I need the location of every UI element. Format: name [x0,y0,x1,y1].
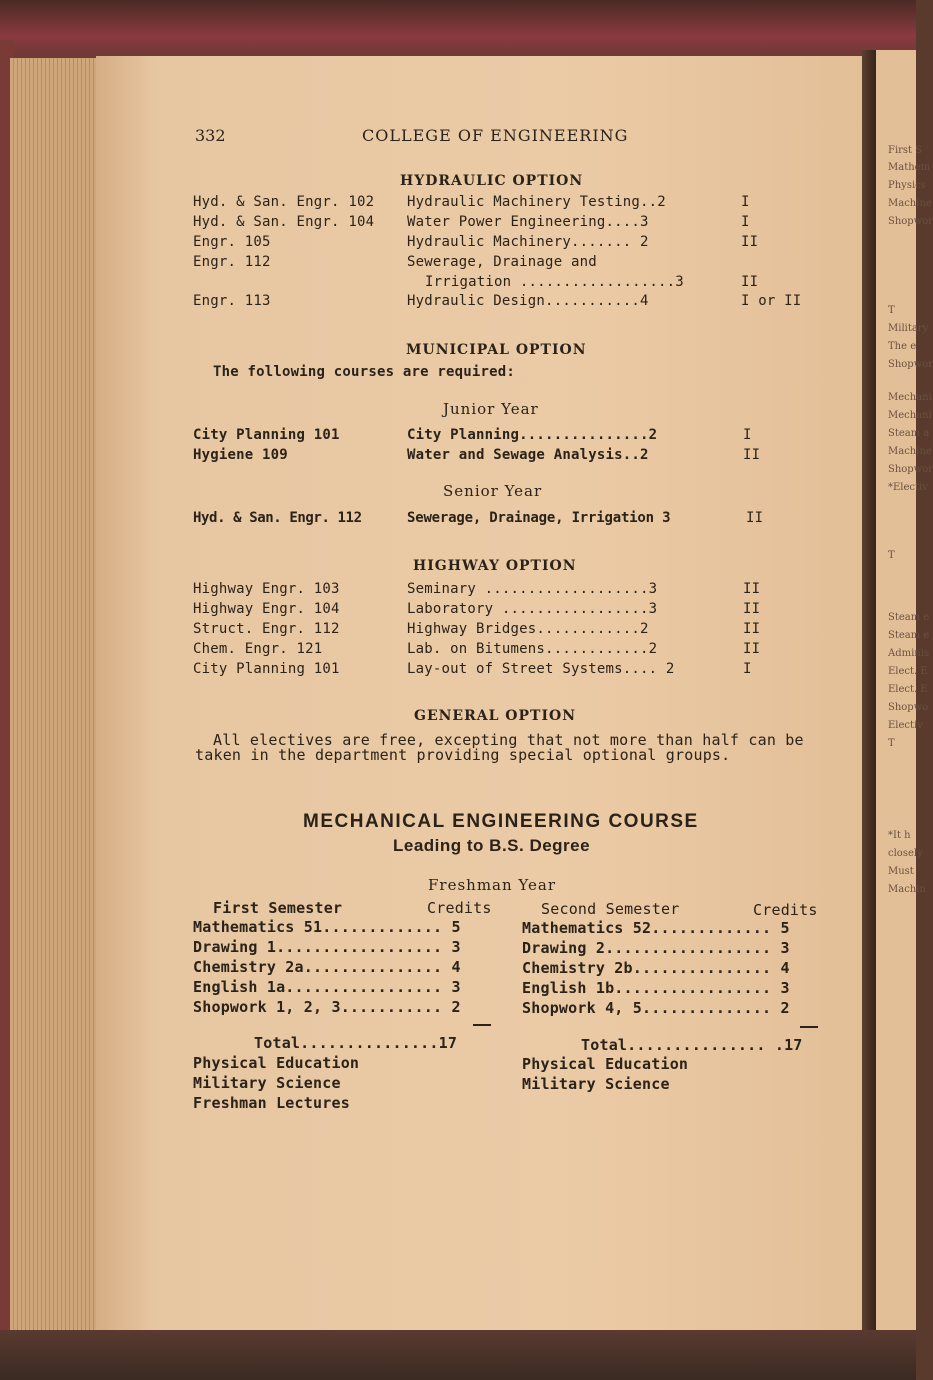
facing-page-text: Machine [888,446,932,457]
course-description: Laboratory .................3 [407,601,658,617]
semester-label: I [743,427,752,443]
facing-page-text: Machin [888,884,926,895]
semester-label: II [746,510,764,526]
course-row: Mathematics 52............. 5 [522,919,790,937]
second-semester-label: Second Semester [541,900,680,918]
section-title-general: GENERAL OPTION [414,708,576,724]
facing-page-text: Steam e [888,630,930,641]
facing-page-text: closely [888,848,923,859]
page-number: 332 [195,126,226,145]
facing-page-text: Elect. E [888,684,928,695]
semester-label: II [743,601,761,617]
total-rule-second [800,1026,818,1028]
extra-requirement: Physical Education [522,1055,689,1073]
course-description: Irrigation ..................3 [425,274,684,290]
facing-page-text: Steam e [888,612,930,623]
facing-page-text: Elect. E [888,666,928,677]
facing-page-text: Steam a [888,428,930,439]
facing-page-text: Shopwor [888,216,933,227]
facing-page-text: The e [888,341,917,352]
course-description: Lay-out of Street Systems.... 2 [407,661,675,677]
semester-label: II [741,274,759,290]
facing-page-text: Mechani [888,410,932,421]
course-code: City Planning 101 [193,661,340,677]
course-description: Hydraulic Machinery Testing..2 [407,194,666,210]
facing-page-text: Must [888,866,914,877]
book-binding-bottom [0,1330,916,1380]
facing-page-text: First S [888,145,923,156]
semester-label: II [743,447,761,463]
senior-year-heading: Senior Year [443,482,543,500]
course-code: Hygiene 109 [193,447,288,463]
course-code: Highway Engr. 103 [193,581,340,597]
facing-page-text: Mathem [888,162,931,173]
course-description: Lab. on Bitumens............2 [407,641,658,657]
facing-page-text: Machine [888,198,932,209]
first-total: Total...............17 [254,1034,458,1052]
course-description: Sewerage, Drainage and [407,254,597,270]
total-rule-first [473,1024,491,1026]
course-code: Engr. 112 [193,254,271,270]
course-row: English 1a................. 3 [193,978,461,996]
facing-page-text: T [888,305,895,316]
extra-requirement: Freshman Lectures [193,1094,350,1112]
semester-label: II [741,234,759,250]
course-description: Hydraulic Design...........4 [407,293,649,309]
second-total: Total............... .17 [581,1036,803,1054]
facing-page-text: Adminis [888,648,930,659]
facing-page-text: Military [888,323,929,334]
course-code: Highway Engr. 104 [193,601,340,617]
course-code: Chem. Engr. 121 [193,641,323,657]
general-text-line-1: All electives are free, excepting that not more than half can be [213,731,804,749]
course-row: Chemistry 2a............... 4 [193,958,461,976]
general-text-line-2: taken in the department providing special optional groups. [195,746,731,764]
section-title-hydraulic: HYDRAULIC OPTION [400,173,584,189]
course-row: Shopwork 4, 5.............. 2 [522,999,790,1017]
semester-label: I or II [741,293,802,309]
page-stack-edges [10,58,102,1330]
semester-label: I [741,214,750,230]
second-credits-label: Credits [753,901,818,919]
course-code: City Planning 101 [193,427,340,443]
extra-requirement: Physical Education [193,1054,360,1072]
course-row: Shopwork 1, 2, 3........... 2 [193,998,461,1016]
course-row: English 1b................. 3 [522,979,790,997]
first-semester-label: First Semester [213,899,343,917]
course-code: Engr. 105 [193,234,271,250]
course-description: Sewerage, Drainage, Irrigation 3 [407,510,671,526]
course-description: Hydraulic Machinery....... 2 [407,234,649,250]
facing-page-text: T [888,738,895,749]
book-binding-top [0,0,916,60]
course-code: Engr. 113 [193,293,271,309]
course-description: Highway Bridges............2 [407,621,649,637]
facing-page-text: Shopwo [888,702,929,713]
semester-label: II [743,641,761,657]
facing-page-fragment [876,50,933,1340]
course-description: Water and Sewage Analysis..2 [407,447,649,463]
course-code: Hyd. & San. Engr. 112 [193,510,362,526]
course-row: Drawing 2.................. 3 [522,939,790,957]
course-row: Drawing 1.................. 3 [193,938,461,956]
section-title-highway: HIGHWAY OPTION [413,558,577,574]
course-description: Seminary ...................3 [407,581,658,597]
course-row: Mathematics 51............. 5 [193,918,461,936]
facing-page-text: T [888,550,895,561]
facing-page-text: *Electiv [888,482,928,493]
semester-label: I [743,661,752,677]
facing-page-text: Mechani [888,392,932,403]
facing-page-text: Shopwor [888,464,933,475]
semester-label: II [743,581,761,597]
semester-label: II [743,621,761,637]
facing-page-text: Electiv [888,720,923,731]
running-head: COLLEGE OF ENGINEERING [362,126,629,145]
course-description: City Planning...............2 [407,427,658,443]
facing-page-text: Physics [888,180,926,191]
semester-label: I [741,194,750,210]
course-code: Hyd. & San. Engr. 102 [193,194,375,210]
first-credits-label: Credits [427,899,492,917]
junior-year-heading: Junior Year [443,400,539,418]
course-subtitle: Leading to B.S. Degree [393,836,591,855]
course-description: Water Power Engineering....3 [407,214,649,230]
municipal-intro: The following courses are required: [213,364,516,380]
extra-requirement: Military Science [522,1075,670,1093]
course-title: MECHANICAL ENGINEERING COURSE [303,811,699,832]
course-code: Hyd. & San. Engr. 104 [193,214,375,230]
section-title-municipal: MUNICIPAL OPTION [406,342,587,358]
facing-page-text: *It h [888,830,911,841]
course-code: Struct. Engr. 112 [193,621,340,637]
extra-requirement: Military Science [193,1074,341,1092]
freshman-year-heading: Freshman Year [428,876,556,894]
course-row: Chemistry 2b............... 4 [522,959,790,977]
facing-page-text: Shopwor [888,359,933,370]
